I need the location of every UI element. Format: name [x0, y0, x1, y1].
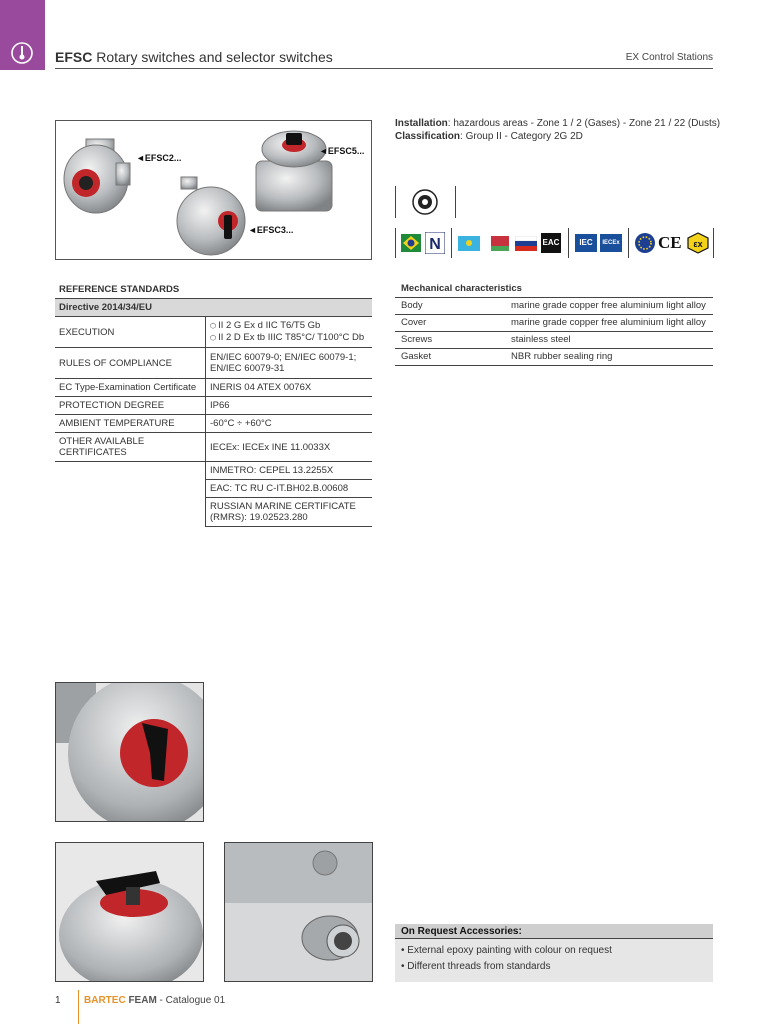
table-row: INMETRO: CEPEL 13.2255X: [55, 462, 372, 480]
table-row: RUSSIAN MARINE CERTIFICATE (RMRS): 19.02523.280: [55, 498, 372, 527]
ref-table-header: REFERENCE STANDARDS: [55, 282, 372, 299]
svg-text:N: N: [429, 236, 441, 253]
ex-symbol-icon: ⬡: [210, 335, 219, 342]
rotary-switch-closeup-image: [56, 683, 204, 822]
table-row: Cover marine grade copper free aluminium light alloy: [395, 315, 713, 332]
russia-flag-icon: [515, 236, 537, 251]
rmrs-anchor-icon: [412, 189, 438, 215]
list-item: • Different threads from standards: [401, 961, 551, 972]
product-picture: [55, 120, 372, 260]
table-row: AMBIENT TEMPERATURE -60°C ÷ +60°C: [55, 415, 372, 433]
ex-symbol-icon: ⬡: [210, 323, 219, 330]
accessories-header: On Request Accessories:: [395, 924, 713, 939]
eac-mark-icon: EAC: [541, 233, 561, 253]
table-row: EAC: TC RU C-IT.BH02.B.00608: [55, 480, 372, 498]
cable-entry-image: [225, 843, 373, 982]
control-station-icon: [9, 40, 35, 66]
kazakhstan-flag-icon: [458, 236, 480, 251]
reference-standards-table: [55, 282, 372, 527]
iecex-logo-icon: IECEx: [600, 234, 622, 252]
cert-row-1: [395, 186, 465, 218]
table-row: RULES OF COMPLIANCE EN/IEC 60079-0; EN/IEC 60079-1; EN/IEC 60079-31: [55, 348, 372, 379]
table-row: Screws stainless steel: [395, 332, 713, 349]
svg-text:εx: εx: [693, 239, 703, 249]
table-row: EXECUTION ⬡ II 2 G Ex d IIC T6/T5 Gb ⬡ II 2 D Ex tb IIIC T85°C/ T100°C Db: [55, 317, 372, 348]
cert-row-2: [395, 228, 715, 258]
belarus-flag-icon: [487, 236, 509, 251]
table-row: EC Type-Examination Certificate INERIS 04 ATEX 0076X: [55, 379, 372, 397]
table-row: Gasket NBR rubber sealing ring: [395, 349, 713, 366]
ref-table-directive: Directive 2014/34/EU: [55, 299, 372, 317]
photo-cable-entry: [224, 842, 373, 982]
header-rule: [55, 68, 713, 69]
table-row: PROTECTION DEGREE IP66: [55, 397, 372, 415]
switch-top-view-image: [56, 843, 204, 982]
brazil-flag-icon: [401, 234, 421, 252]
photo-rotary-handle-closeup: [55, 682, 204, 822]
label-efsc2: ◄EFSC2...: [136, 153, 182, 163]
footer-separator: [78, 990, 79, 1024]
page-title: EFSC Rotary switches and selector switches: [55, 49, 333, 65]
iec-logo-icon: IEC: [575, 234, 597, 252]
section-name: EX Control Stations: [625, 52, 713, 63]
installation-info: Installation: hazardous areas - Zone 1 / 2 (Gases) - Zone 21 / 22 (Dusts) Classification: Group II - Category 2G 2D: [395, 118, 721, 142]
table-row: Body marine grade copper free aluminium light alloy: [395, 298, 713, 315]
page-number: 1: [55, 995, 61, 1006]
mech-table-header: Mechanical characteristics: [395, 282, 713, 298]
footer-catalogue: BARTEC FEAM - Catalogue 01: [84, 995, 226, 1006]
ce-mark-icon: CE: [658, 233, 682, 252]
label-efsc5: ◄EFSC5...: [319, 146, 365, 156]
mechanical-characteristics-table: [395, 282, 713, 366]
eu-stars-icon: [635, 233, 655, 253]
section-tab: [0, 0, 45, 70]
inmetro-n-icon: [425, 232, 445, 254]
product-enclosures-image: [56, 121, 372, 260]
table-row: OTHER AVAILABLE CERTIFICATES IECEx: IECEx INE 11.0033X: [55, 433, 372, 462]
on-request-accessories: [395, 924, 713, 982]
label-efsc3: ◄EFSC3...: [248, 225, 294, 235]
list-item: • External epoxy painting with colour on request: [401, 945, 612, 956]
photo-top-view: [55, 842, 204, 982]
atex-ex-icon: [687, 232, 709, 254]
